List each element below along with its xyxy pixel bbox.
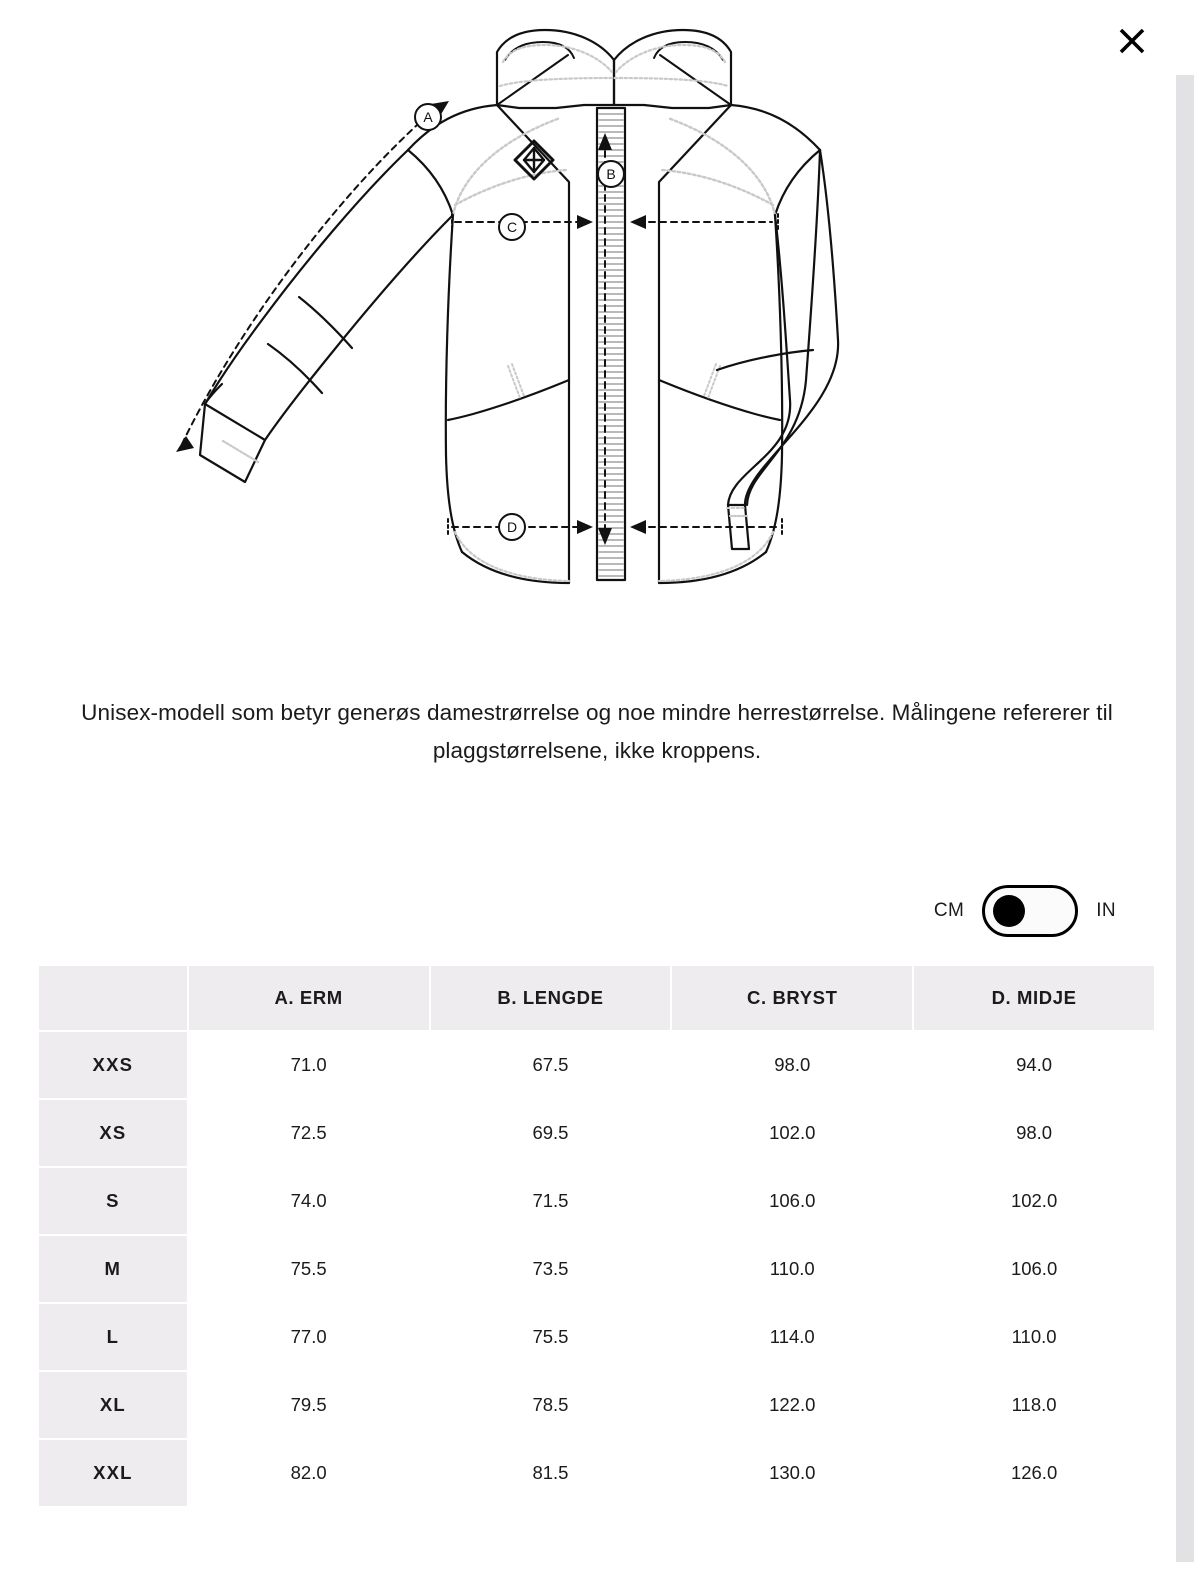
scrollbar-track[interactable] <box>1176 0 1194 1586</box>
scrollbar-thumb[interactable] <box>1176 75 1194 1562</box>
col-header-chest: C. BRYST <box>672 966 912 1030</box>
table-cell: 75.5 <box>431 1304 671 1370</box>
row-header-size: S <box>39 1168 187 1234</box>
hood-outline <box>497 30 731 108</box>
table-cell: 81.5 <box>431 1440 671 1506</box>
table-cell: 82.0 <box>189 1440 429 1506</box>
row-header-size: XXL <box>39 1440 187 1506</box>
table-row <box>39 1032 1154 1098</box>
row-header-size: M <box>39 1236 187 1302</box>
left-sleeve <box>200 150 453 482</box>
col-header-length: B. LENGDE <box>431 966 671 1030</box>
table-cell: 74.0 <box>189 1168 429 1234</box>
unit-label-cm[interactable]: CM <box>933 900 965 921</box>
measurement-annotations <box>182 107 778 528</box>
table-cell: 130.0 <box>672 1440 912 1506</box>
table-cell: 73.5 <box>431 1236 671 1302</box>
jacket-illustration <box>0 0 1194 660</box>
marker-b <box>598 161 624 187</box>
table-cell: 71.5 <box>431 1168 671 1234</box>
table-row <box>39 1100 1154 1166</box>
marker-d <box>499 514 525 540</box>
table-header-row <box>39 966 1154 1030</box>
table-cell: 94.0 <box>914 1032 1154 1098</box>
table-cell: 75.5 <box>189 1236 429 1302</box>
table-cell: 69.5 <box>431 1100 671 1166</box>
table-cell: 71.0 <box>189 1032 429 1098</box>
size-chart-table <box>37 964 1156 1508</box>
close-button[interactable] <box>1112 21 1152 61</box>
close-icon <box>1117 26 1147 56</box>
size-guide-description: Unisex-modell som betyr generøs damestrørrelse og noe mindre herrestørrelse. Målingene refererer til plaggstørrelsene, ikke kroppens. <box>81 700 1113 763</box>
table-cell: 126.0 <box>914 1440 1154 1506</box>
row-header-size: XL <box>39 1372 187 1438</box>
table-row <box>39 1304 1154 1370</box>
size-chart-head <box>39 966 1154 1030</box>
table-cell: 79.5 <box>189 1372 429 1438</box>
table-cell: 106.0 <box>672 1168 912 1234</box>
unit-toggle-switch[interactable] <box>982 885 1078 937</box>
unit-toggle-row <box>0 885 1156 937</box>
table-cell: 114.0 <box>672 1304 912 1370</box>
size-chart-body <box>39 1032 1154 1506</box>
table-cell: 98.0 <box>914 1100 1154 1166</box>
row-header-size: L <box>39 1304 187 1370</box>
table-row <box>39 1168 1154 1234</box>
table-cell: 72.5 <box>189 1100 429 1166</box>
table-cell: 118.0 <box>914 1372 1154 1438</box>
table-cell: 102.0 <box>672 1100 912 1166</box>
table-row <box>39 1372 1154 1438</box>
col-header-sleeve: A. ERM <box>189 966 429 1030</box>
svg-text:A: A <box>423 109 433 125</box>
table-cell: 98.0 <box>672 1032 912 1098</box>
svg-text:B: B <box>606 166 616 182</box>
table-cell: 106.0 <box>914 1236 1154 1302</box>
table-cell: 102.0 <box>914 1168 1154 1234</box>
col-header-size <box>39 966 187 1030</box>
marker-a <box>415 104 441 130</box>
table-cell: 78.5 <box>431 1372 671 1438</box>
unit-toggle-knob[interactable] <box>993 895 1025 927</box>
col-header-waist: D. MIDJE <box>914 966 1154 1030</box>
row-header-size: XXS <box>39 1032 187 1098</box>
marker-c <box>499 214 525 240</box>
jacket-technical-drawing <box>0 0 1194 660</box>
table-cell: 110.0 <box>672 1236 912 1302</box>
table-cell: 67.5 <box>431 1032 671 1098</box>
table-row <box>39 1236 1154 1302</box>
table-cell: 110.0 <box>914 1304 1154 1370</box>
table-cell: 77.0 <box>189 1304 429 1370</box>
svg-text:C: C <box>506 219 518 235</box>
unit-label-in[interactable]: IN <box>1096 900 1116 921</box>
table-row <box>39 1440 1154 1506</box>
svg-text:D: D <box>506 519 518 535</box>
table-cell: 122.0 <box>672 1372 912 1438</box>
row-header-size: XS <box>39 1100 187 1166</box>
